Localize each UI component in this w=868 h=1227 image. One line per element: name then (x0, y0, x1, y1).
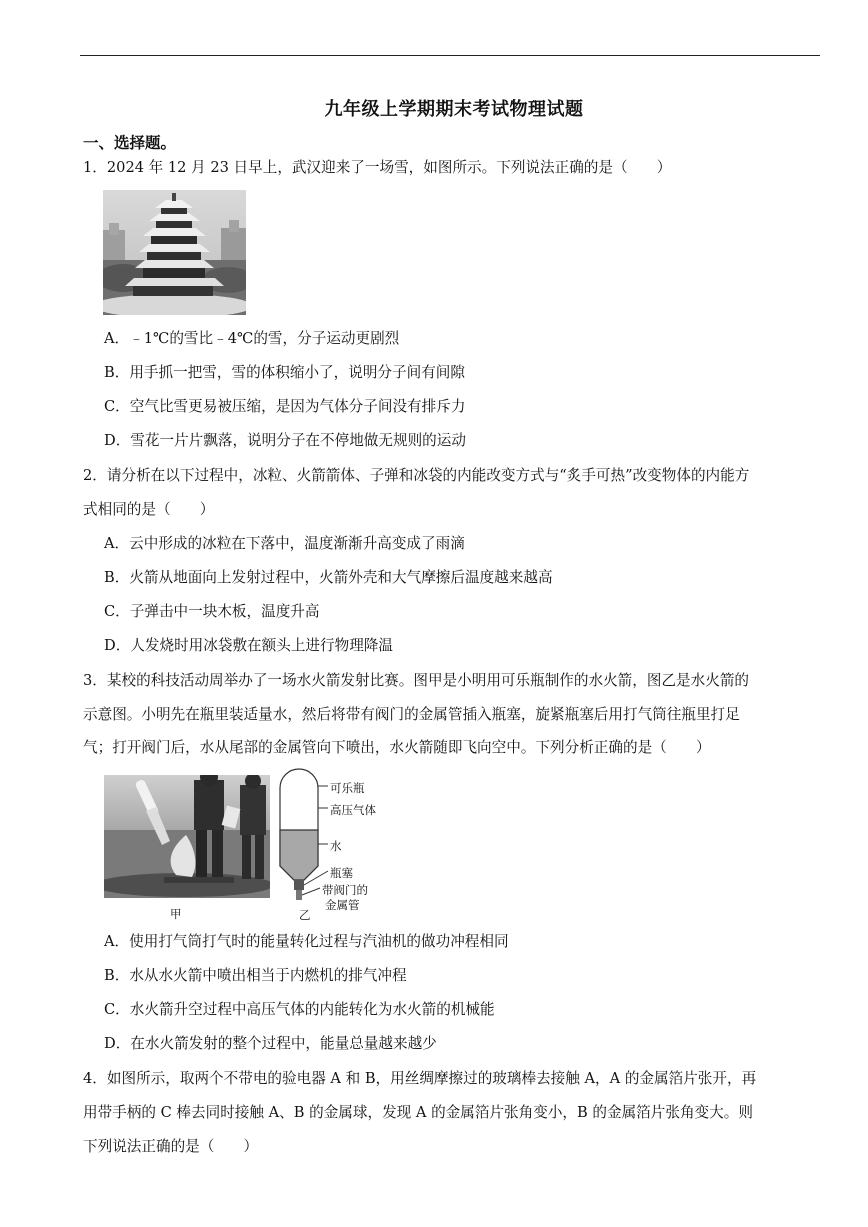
q3-stem-line-3: 气；打开阀门后，水从尾部的金属管向下喷出，水火箭随即飞向空中。下列分析正确的是（ ） (83, 739, 711, 756)
q4-stem-line-3: 下列说法正确的是（ ） (83, 1138, 259, 1155)
q2-stem-line-2: 式相同的是（ ） (83, 501, 215, 518)
yellow-crane-tower-snow-photo (103, 190, 246, 315)
q2-option-c: C．子弹击中一块木板，温度升高 (104, 603, 320, 620)
diagram-label-metal-tube: 金属管 (325, 898, 360, 912)
q3-stem-line-2: 示意图。小明先在瓶里装适量水，然后将带有阀门的金属管插入瓶塞，旋紧瓶塞后用打气筒往瓶里打足 (83, 706, 740, 723)
q2-option-a: A．云中形成的冰粒在下落中，温度渐渐升高变成了雨滴 (104, 535, 465, 552)
q1-option-b: B．用手抓一把雪，雪的体积缩小了，说明分子间有间隙 (104, 364, 465, 381)
q1-option-a: A．﹣1℃的雪比﹣4℃的雪，分子运动更剧烈 (104, 330, 400, 347)
diagram-label-high-pressure-gas: 高压气体 (330, 803, 376, 817)
q1-option-d: D．雪花一片片飘落，说明分子在不停地做无规则的运动 (104, 432, 466, 449)
page-title: 九年级上学期期末考试物理试题 (324, 99, 584, 120)
q2-option-b: B．火箭从地面向上发射过程中，火箭外壳和大气摩擦后温度越来越高 (104, 569, 553, 586)
diagram-label-valve: 带阀门的 (322, 883, 368, 897)
q4-stem-line-1: 4．如图所示，取两个不带电的验电器 A 和 B，用丝绸摩擦过的玻璃棒去接触 A，A 的金属箔片张开，再 (83, 1070, 757, 1087)
diagram-label-stopper: 瓶塞 (330, 866, 353, 880)
q4-stem-line-2: 用带手柄的 C 棒去同时接触 A、B 的金属球，发现 A 的金属箔片张角变小，B 的金属箔片张角变大。则 (83, 1104, 753, 1121)
diagram-label-water: 水 (330, 839, 342, 853)
section-heading: 一、选择题。 (83, 134, 177, 152)
q2-option-d: D．人发烧时用冰袋敷在额头上进行物理降温 (104, 637, 393, 654)
header-rule (80, 55, 820, 56)
q1-stem-line-1: 1．2024 年 12 月 23 日早上，武汉迎来了一场雪，如图所示。下列说法正确的是（ ） (83, 159, 672, 176)
q3-stem-line-1: 3．某校的科技活动周举办了一场水火箭发射比赛。图甲是小明用可乐瓶制作的水火箭，图乙是水火箭的 (83, 672, 750, 689)
figure-label-yi: 乙 (299, 908, 311, 922)
q1-option-c: C．空气比雪更易被压缩，是因为气体分子间没有排斥力 (104, 398, 466, 415)
q3-option-b: B．水从水火箭中喷出相当于内燃机的排气冲程 (104, 967, 407, 984)
q3-option-d: D．在水火箭发射的整个过程中，能量总量越来越少 (104, 1035, 437, 1052)
q3-option-c: C．水火箭升空过程中高压气体的内能转化为水火箭的机械能 (104, 1001, 495, 1018)
q3-option-a: A．使用打气筒打气时的能量转化过程与汽油机的做功冲程相同 (104, 933, 509, 950)
figure-label-jia: 甲 (170, 907, 182, 921)
q2-stem-line-1: 2．请分析在以下过程中，冰粒、火箭箭体、子弹和冰袋的内能改变方式与“炙手可热”改变物体的内能方 (83, 467, 750, 484)
water-rocket-launch-photo (104, 775, 270, 898)
diagram-label-cola-bottle: 可乐瓶 (330, 781, 365, 795)
